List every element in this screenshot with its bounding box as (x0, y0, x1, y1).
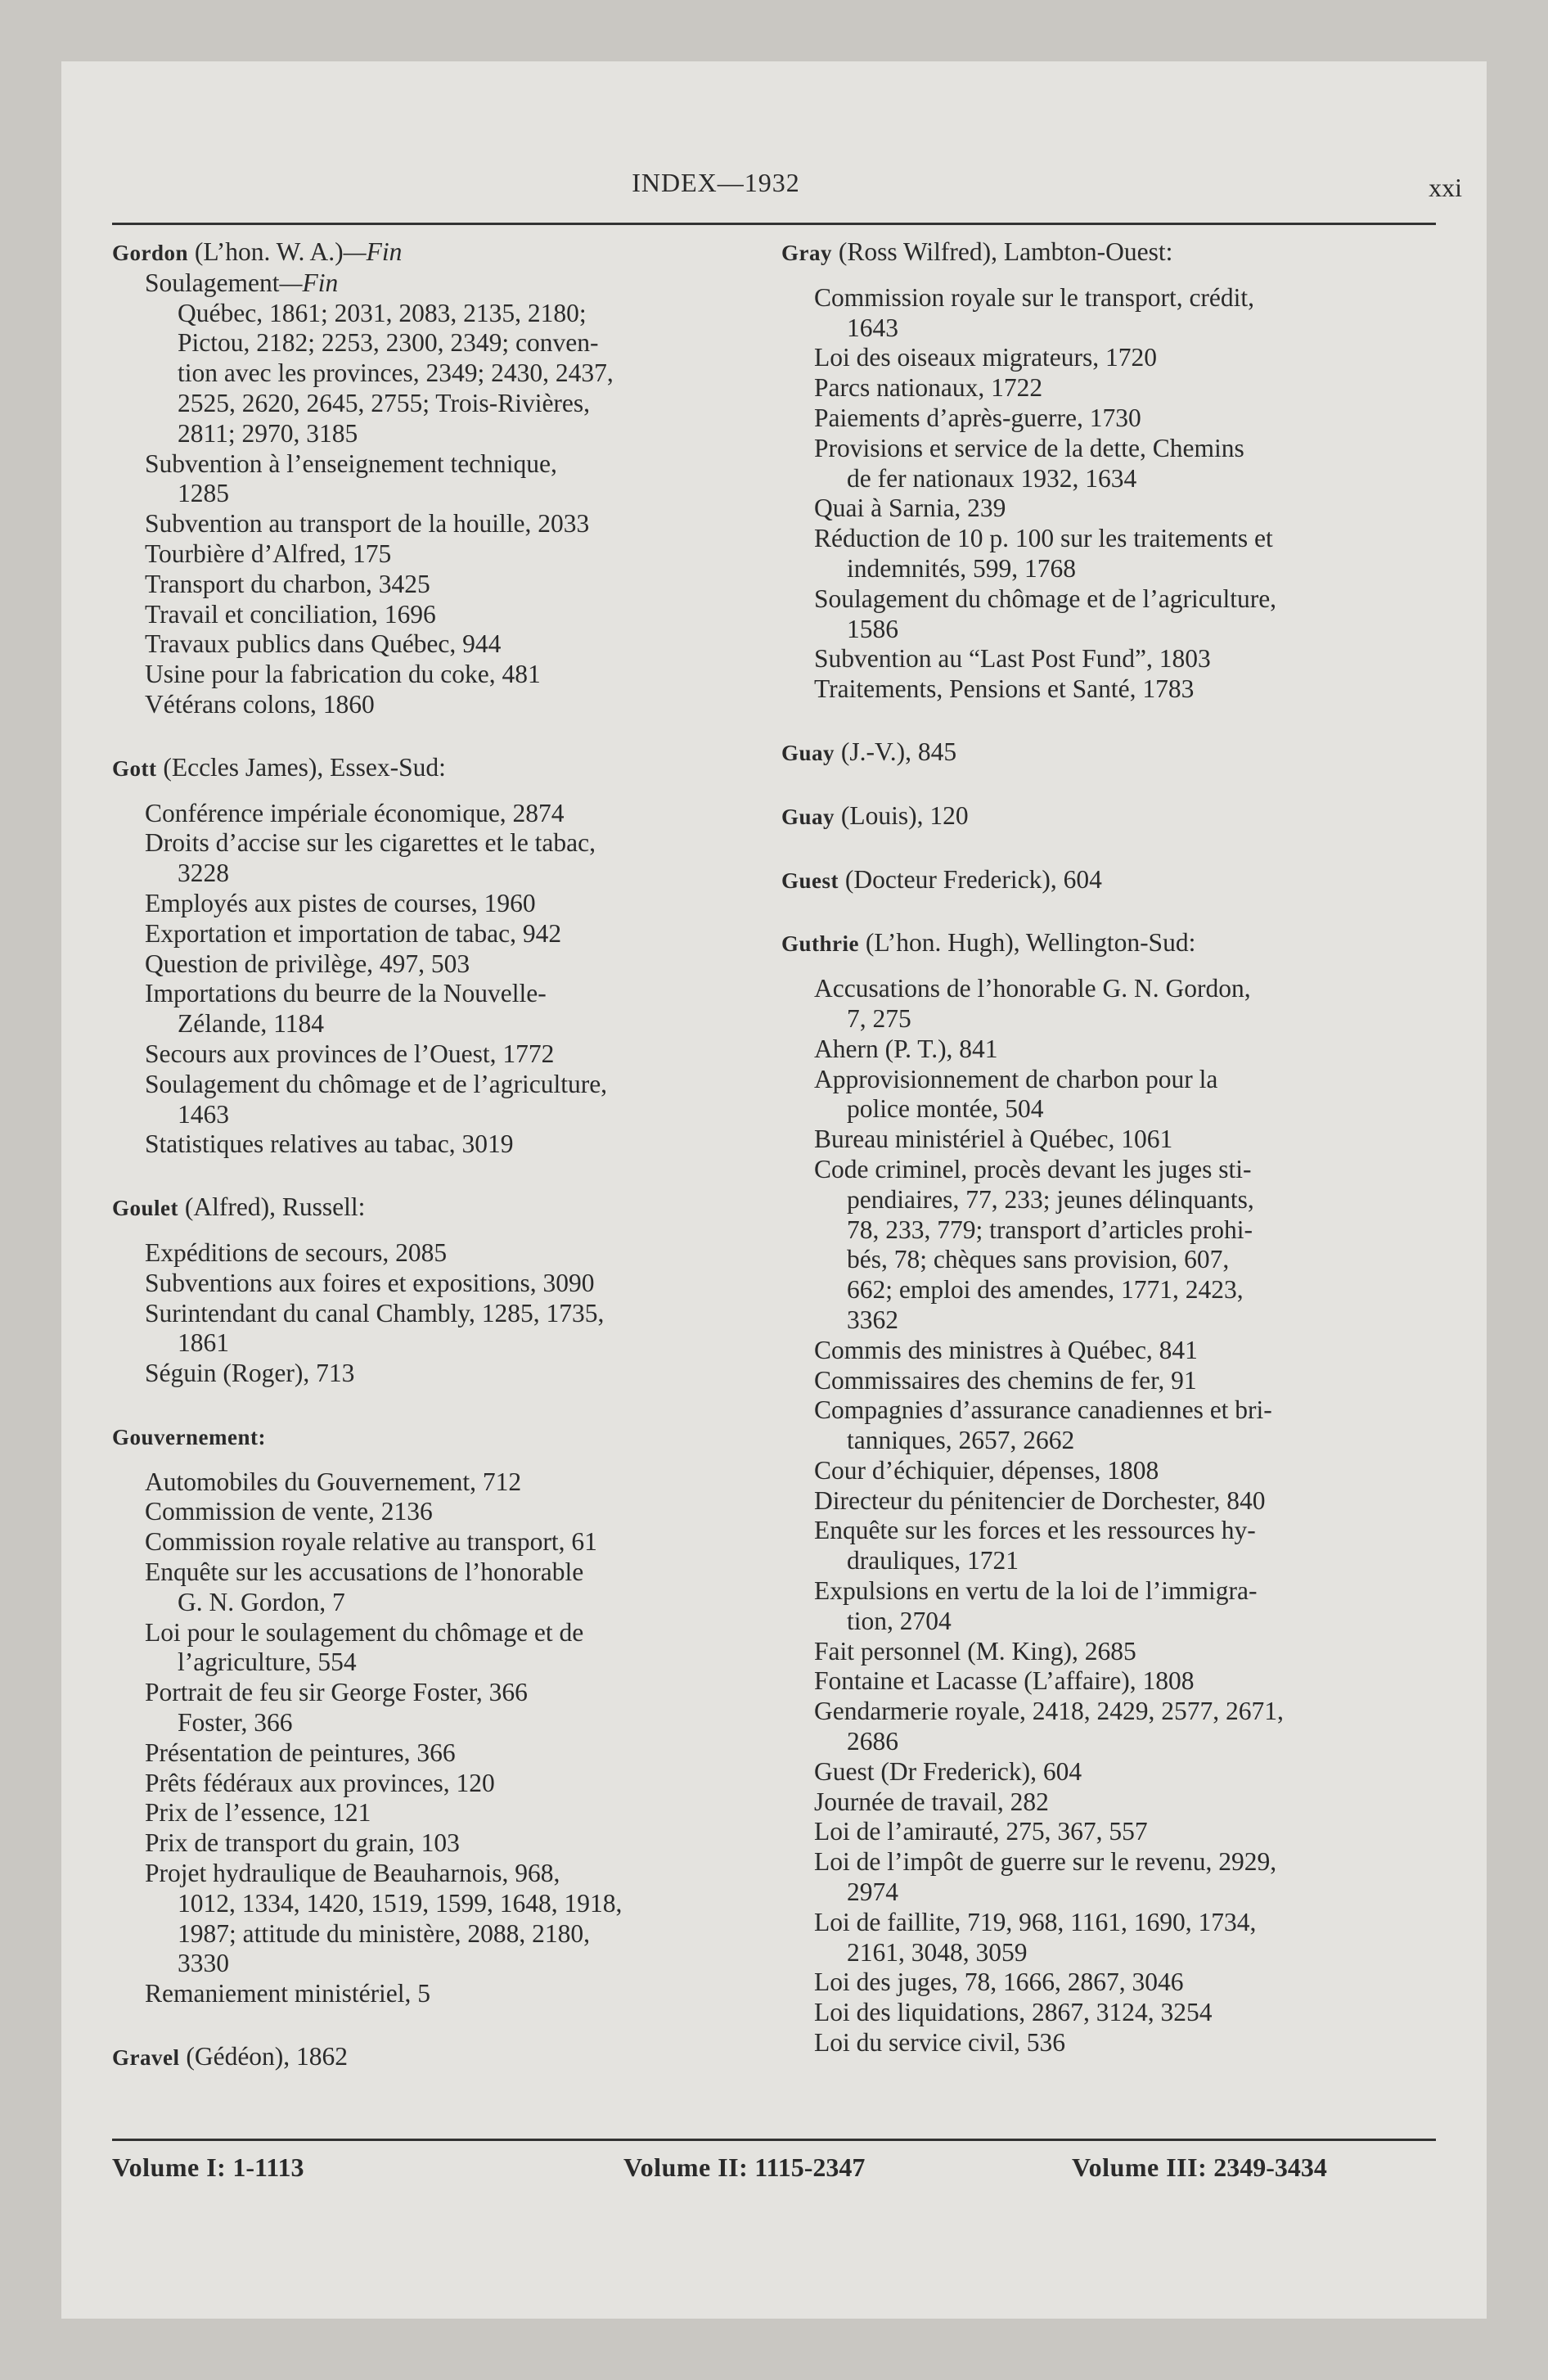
index-entry (781, 1125, 1436, 1155)
index-entry (112, 1648, 767, 1678)
heading-detail: (Docteur Frederick), 604 (839, 864, 1102, 894)
entry-text: Journée de travail, 282 (814, 1787, 1049, 1816)
entry-text: Automobiles du Gouvernement, 712 (145, 1467, 522, 1496)
heading-name: Goulet (112, 1196, 178, 1221)
index-entry (112, 268, 767, 299)
entry-text: Séguin (Roger), 713 (145, 1359, 355, 1388)
index-entry (781, 1305, 1436, 1336)
spacer (112, 784, 767, 799)
entry-text: Question de privilège, 497, 503 (145, 949, 470, 978)
entry-text: 662; emploi des amendes, 1771, 2423, (847, 1275, 1244, 1305)
index-entry (781, 1787, 1436, 1818)
entry-text: Traitements, Pensions et Santé, 1783 (814, 674, 1195, 704)
entry-text: tion, 2704 (847, 1606, 952, 1635)
entry-text: 1586 (847, 614, 898, 643)
index-entry (112, 1328, 767, 1359)
index-entry (781, 373, 1436, 403)
index-heading (112, 1192, 767, 1224)
index-entry (112, 509, 767, 539)
page-number: xxi (1429, 173, 1462, 202)
heading-detail: (L’hon. W. A.) (188, 237, 344, 266)
entry-text: Québec, 1861; 2031, 2083, 2135, 2180; (178, 298, 587, 327)
entry-text: 3362 (847, 1305, 898, 1334)
entry-text: Remaniement ministériel, 5 (145, 1979, 431, 2008)
index-entry (112, 1949, 767, 1979)
index-entry (112, 859, 767, 889)
entry-text: 1643 (847, 313, 898, 342)
index-entry (112, 979, 767, 1009)
volume-2-range: 1115-2347 (754, 2152, 866, 2182)
index-entry (781, 1336, 1436, 1366)
index-page (61, 61, 1487, 2319)
entry-text: Loi pour le soulagement du chômage et de (145, 1617, 584, 1647)
spacer (781, 959, 1436, 974)
index-entry (112, 660, 767, 690)
index-entry (781, 1486, 1436, 1517)
index-entry (112, 328, 767, 358)
entry-text: Soulagement du chômage et de l’agriculture, (814, 584, 1277, 613)
entry-text: Expéditions de secours, 2085 (145, 1237, 448, 1267)
entry-text: 1463 (178, 1099, 229, 1129)
entry-text: Exportation et importation de tabac, 942 (145, 918, 562, 948)
entry-text: 2686 (847, 1727, 898, 1756)
entry-text: Foster, 366 (178, 1708, 293, 1738)
entry-text: Prêts fédéraux aux provinces, 120 (145, 1768, 495, 1797)
index-entry (781, 1998, 1436, 2028)
spacer (781, 705, 1436, 737)
heading-name: Gravel (112, 2045, 180, 2071)
index-entry (781, 1185, 1436, 1215)
heading-detail: (Alfred), Russell: (178, 1192, 366, 1222)
index-entry (781, 1607, 1436, 1637)
entry-text: 1861 (178, 1328, 229, 1358)
spacer (112, 1389, 767, 1422)
index-entry (112, 1299, 767, 1329)
index-entry (112, 358, 767, 389)
right-column (781, 237, 1436, 2058)
index-heading (112, 2042, 767, 2073)
index-entry (112, 299, 767, 329)
index-entry (781, 343, 1436, 373)
entry-text: G. N. Gordon, 7 (178, 1587, 345, 1616)
entry-text: Loi des juges, 78, 1666, 2867, 3046 (814, 1968, 1184, 1997)
entry-text: Soulagement (145, 268, 280, 297)
index-entry (781, 283, 1436, 313)
index-entry (112, 600, 767, 630)
index-entry (781, 1697, 1436, 1727)
entry-text: Provisions et service de la dette, Chemins (814, 433, 1244, 462)
spacer (112, 1224, 767, 1238)
spacer (781, 832, 1436, 865)
entry-text: Zélande, 1184 (178, 1009, 325, 1039)
index-entry (112, 1129, 767, 1160)
index-entry (112, 449, 767, 480)
index-entry (781, 1456, 1436, 1486)
index-entry (781, 1245, 1436, 1275)
index-entry (112, 1269, 767, 1299)
index-entry (781, 434, 1436, 464)
index-entry (112, 1039, 767, 1070)
entry-text: Quai à Sarnia, 239 (814, 494, 1006, 523)
volume-1 (112, 2152, 304, 2183)
entry-text: 1987; attitude du ministère, 2088, 2180, (178, 1918, 590, 1948)
entry-text: 2525, 2620, 2645, 2755; Trois-Rivières, (178, 388, 591, 417)
index-entry (781, 1576, 1436, 1607)
entry-text: Commission de vente, 2136 (145, 1497, 433, 1526)
index-entry (781, 1757, 1436, 1787)
entry-text: Fontaine et Lacasse (L’affaire), 1808 (814, 1666, 1195, 1696)
entry-text: police montée, 504 (847, 1094, 1044, 1124)
index-entry (112, 1588, 767, 1618)
index-entry (781, 524, 1436, 554)
volume-3-label: Volume III: (1072, 2152, 1208, 2182)
index-entry (781, 1516, 1436, 1546)
entry-text: Transport du charbon, 3425 (145, 569, 430, 598)
heading-detail: (J.-V.), 845 (835, 737, 957, 766)
index-entry (112, 539, 767, 570)
index-entry (112, 479, 767, 509)
entry-text: Enquête sur les accusations de l’honorable (145, 1557, 584, 1587)
index-entry (781, 313, 1436, 344)
index-entry (781, 1034, 1436, 1065)
index-entry (112, 1070, 767, 1100)
entry-text: Guest (Dr Frederick), 604 (814, 1756, 1082, 1786)
entry-text: Travaux publics dans Québec, 944 (145, 629, 502, 659)
footer-rule (112, 2139, 1436, 2141)
entry-text: Cour d’échiquier, dépenses, 1808 (814, 1455, 1159, 1485)
entry-text: bés, 78; chèques sans provision, 607, (847, 1245, 1230, 1274)
index-entry (781, 1877, 1436, 1908)
index-entry (112, 889, 767, 919)
entry-text: Loi des liquidations, 2867, 3124, 3254 (814, 1998, 1213, 2027)
entry-text: Gendarmerie royale, 2418, 2429, 2577, 2671, (814, 1697, 1284, 1726)
index-entry (781, 2028, 1436, 2058)
index-entry (781, 1366, 1436, 1396)
entry-text: Secours aux provinces de l’Ouest, 1772 (145, 1039, 555, 1068)
volume-1-label: Volume I: (112, 2152, 227, 2182)
index-entry (112, 1738, 767, 1769)
entry-text: Enquête sur les forces et les ressources hy- (814, 1516, 1256, 1545)
index-entry (781, 644, 1436, 674)
volume-3-range: 2349-3434 (1213, 2152, 1327, 2182)
index-heading (781, 237, 1436, 268)
entry-text: Bureau ministériel à Québec, 1061 (814, 1125, 1173, 1154)
heading-name: Gouvernement: (112, 1424, 266, 1449)
entry-text: 3330 (178, 1949, 229, 1978)
index-heading (781, 928, 1436, 959)
entry-text: Compagnies d’assurance canadiennes et bri- (814, 1395, 1272, 1425)
index-entry (112, 919, 767, 949)
entry-text: Commissaires des chemins de fer, 91 (814, 1365, 1197, 1395)
entry-text: tion avec les provinces, 2349; 2430, 2437, (178, 358, 614, 388)
index-entry (112, 690, 767, 720)
index-entry (781, 974, 1436, 1004)
entry-text: Subventions aux foires et expositions, 3090 (145, 1268, 595, 1297)
entry-text: Vétérans colons, 1860 (145, 689, 375, 719)
index-entry (781, 464, 1436, 494)
spacer (781, 895, 1436, 928)
entry-text: Usine pour la fabrication du coke, 481 (145, 660, 541, 689)
volume-2 (623, 2152, 865, 2183)
index-entry (112, 1979, 767, 2009)
entry-text: 2974 (847, 1877, 898, 1907)
index-entry (781, 1426, 1436, 1456)
index-entry (781, 1094, 1436, 1125)
entry-text: 2161, 3048, 3059 (847, 1937, 1028, 1967)
heading-name: Guay (781, 804, 835, 829)
index-entry (112, 949, 767, 980)
entry-text: Surintendant du canal Chambly, 1285, 1735, (145, 1298, 605, 1327)
entry-text: Fait personnel (M. King), 2685 (814, 1636, 1136, 1666)
index-entry (112, 1009, 767, 1039)
index-heading (112, 1422, 767, 1453)
entry-text: Soulagement du chômage et de l’agriculture, (145, 1069, 608, 1098)
volume-2-label: Volume II: (623, 2152, 749, 2182)
index-entry (112, 1618, 767, 1648)
heading-detail: (Louis), 120 (835, 800, 969, 830)
index-entry (112, 1889, 767, 1919)
index-entry (112, 389, 767, 419)
index-entry (781, 1546, 1436, 1576)
index-entry (112, 1238, 767, 1269)
spacer (781, 268, 1436, 283)
heading-detail: (L’hon. Hugh), Wellington-Sud: (859, 928, 1196, 958)
entry-text: Prix de l’essence, 121 (145, 1798, 371, 1828)
index-entry (781, 1817, 1436, 1847)
entry-text: 1285 (178, 479, 229, 508)
entry-text: Conférence impériale économique, 2874 (145, 798, 565, 827)
index-heading (781, 801, 1436, 832)
entry-text: Droits d’accise sur les cigarettes et le tabac, (145, 828, 596, 858)
index-entry (112, 1919, 767, 1950)
index-entry (781, 1727, 1436, 1757)
entry-text: Subvention au “Last Post Fund”, 1803 (814, 644, 1211, 674)
entry-text: Ahern (P. T.), 841 (814, 1034, 998, 1063)
index-entry (112, 828, 767, 859)
index-entry (781, 1908, 1436, 1938)
index-entry (112, 1708, 767, 1738)
entry-text: Loi de l’amirauté, 275, 367, 557 (814, 1817, 1148, 1846)
entry-text: 7, 275 (847, 1003, 911, 1033)
entry-text: tanniques, 2657, 2662 (847, 1426, 1075, 1455)
index-entry (781, 1847, 1436, 1877)
entry-text: 2811; 2970, 3185 (178, 418, 358, 448)
entry-text: drauliques, 1721 (847, 1546, 1019, 1575)
index-entry (781, 1065, 1436, 1095)
index-entry (781, 615, 1436, 645)
spacer (112, 2009, 767, 2042)
index-entry (112, 1100, 767, 1130)
entry-text: Commis des ministres à Québec, 841 (814, 1335, 1198, 1364)
index-entry (112, 419, 767, 449)
entry-text: Directeur du pénitencier de Dorchester, 840 (814, 1485, 1266, 1515)
heading-name: Guest (781, 868, 839, 893)
entry-text: Accusations de l’honorable G. N. Gordon, (814, 974, 1251, 1003)
index-entry (781, 1666, 1436, 1697)
index-entry (781, 554, 1436, 584)
entry-text: Subvention à l’enseignement technique, (145, 449, 557, 478)
index-entry (112, 570, 767, 600)
entry-text: Loi de l’impôt de guerre sur le revenu, 2929, (814, 1847, 1277, 1877)
entry-text: Loi de faillite, 719, 968, 1161, 1690, 1734, (814, 1907, 1257, 1936)
spacer (112, 720, 767, 753)
index-entry (112, 799, 767, 829)
index-entry (781, 584, 1436, 615)
entry-text: Commission royale sur le transport, crédit, (814, 282, 1255, 312)
italic-suffix: —Fin (279, 268, 339, 297)
index-entry (781, 1395, 1436, 1426)
heading-name: Gray (781, 241, 832, 265)
entry-text: Projet hydraulique de Beauharnois, 968, (145, 1859, 560, 1888)
entry-text: Réduction de 10 p. 100 sur les traitements et (814, 524, 1273, 553)
entry-text: Loi du service civil, 536 (814, 2028, 1066, 2058)
entry-text: Expulsions en vertu de la loi de l’immigra- (814, 1576, 1258, 1606)
header-rule (112, 223, 1436, 225)
entry-text: Paiements d’après-guerre, 1730 (814, 403, 1141, 432)
entry-text: Loi des oiseaux migrateurs, 1720 (814, 343, 1158, 372)
index-entry (112, 1769, 767, 1799)
entry-text: Présentation de peintures, 366 (145, 1738, 456, 1767)
entry-text: Tourbière d’Alfred, 175 (145, 539, 392, 568)
index-entry (112, 1359, 767, 1389)
entry-text: Portrait de feu sir George Foster, 366 (145, 1678, 528, 1707)
index-entry (781, 494, 1436, 524)
index-heading (781, 865, 1436, 896)
index-entry (781, 1637, 1436, 1667)
index-entry (112, 629, 767, 660)
entry-text: 78, 233, 779; transport d’articles prohi- (847, 1215, 1253, 1244)
heading-name: Guthrie (781, 931, 859, 957)
entry-text: Statistiques relatives au tabac, 3019 (145, 1129, 514, 1159)
heading-detail: (Ross Wilfred), Lambton-Ouest: (832, 237, 1173, 266)
entry-text: Pictou, 2182; 2253, 2300, 2349; conven- (178, 328, 599, 358)
index-entry (112, 1467, 767, 1498)
index-entry (781, 1275, 1436, 1305)
index-entry (781, 674, 1436, 705)
index-entry (112, 1678, 767, 1708)
entry-text: Employés aux pistes de courses, 1960 (145, 888, 536, 917)
volume-ranges (112, 2152, 1436, 2193)
spacer (781, 769, 1436, 801)
entry-text: Subvention au transport de la houille, 2033 (145, 509, 590, 539)
index-entry (781, 1215, 1436, 1246)
index-entry (781, 403, 1436, 434)
entry-text: Code criminel, procès devant les juges sti- (814, 1154, 1252, 1183)
italic-suffix: —Fin (343, 237, 403, 266)
index-entry (781, 1968, 1436, 1998)
entry-text: Importations du beurre de la Nouvelle- (145, 979, 547, 1008)
index-entry (112, 1527, 767, 1557)
entry-text: Approvisionnement de charbon pour la (814, 1064, 1218, 1093)
index-heading (112, 237, 767, 268)
index-heading (781, 737, 1436, 769)
heading-name: Guay (781, 740, 835, 765)
spacer (112, 1453, 767, 1467)
entry-text: Travail et conciliation, 1696 (145, 599, 436, 629)
entry-text: pendiaires, 77, 233; jeunes délinquants, (847, 1184, 1254, 1214)
index-entry (781, 1004, 1436, 1034)
index-entry (112, 1557, 767, 1588)
entry-text: 1012, 1334, 1420, 1519, 1599, 1648, 1918, (178, 1888, 623, 1918)
heading-detail: (Gédéon), 1862 (179, 2042, 349, 2071)
volume-3 (1072, 2152, 1327, 2183)
heading-detail: (Eccles James), Essex-Sud: (156, 752, 446, 782)
index-entry (781, 1938, 1436, 1968)
entry-text: Parcs nationaux, 1722 (814, 373, 1043, 403)
page-header (61, 168, 1487, 204)
entry-text: l’agriculture, 554 (178, 1648, 357, 1677)
index-heading (112, 753, 767, 784)
spacer (112, 1160, 767, 1192)
index-entry (112, 1798, 767, 1828)
entry-text: Commission royale relative au transport, 61 (145, 1527, 597, 1557)
entry-text: 3228 (178, 859, 229, 888)
volume-1-range: 1-1113 (232, 2152, 304, 2182)
entry-text: indemnités, 599, 1768 (847, 553, 1076, 583)
index-entry (112, 1859, 767, 1889)
entry-text: Prix de transport du grain, 103 (145, 1828, 460, 1858)
index-entry (781, 1155, 1436, 1185)
index-entry (112, 1497, 767, 1527)
heading-name: Gordon (112, 241, 189, 265)
heading-name: Gott (112, 755, 157, 781)
left-column (112, 237, 767, 2073)
index-entry (112, 1828, 767, 1859)
entry-text: de fer nationaux 1932, 1634 (847, 463, 1137, 493)
page-title: INDEX—1932 (632, 168, 800, 197)
